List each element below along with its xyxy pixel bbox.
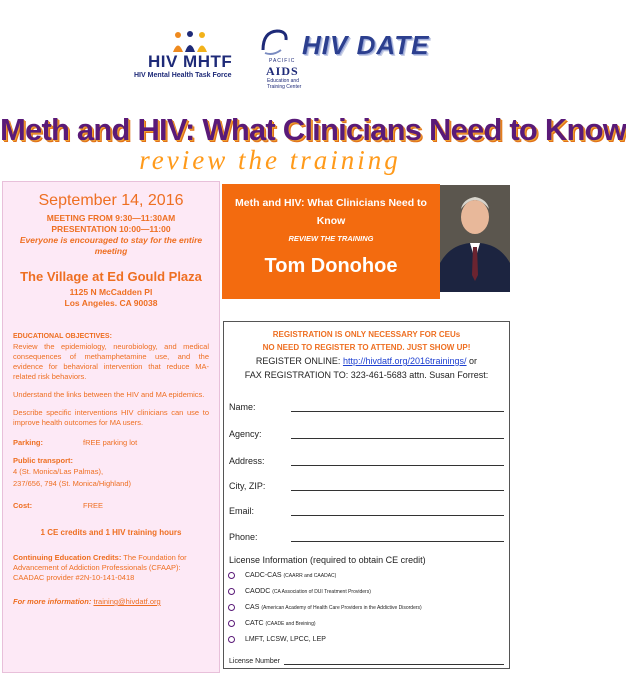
venue-name: The Village at Ed Gould Plaza xyxy=(20,269,202,284)
speaker-name: Tom Donohoe xyxy=(264,255,398,277)
city-zip-field[interactable] xyxy=(229,481,504,491)
license-desc: (CAARR and CAADAC) xyxy=(283,572,337,579)
field-label: Phone: xyxy=(229,532,258,542)
register-online-suffix: or xyxy=(466,356,478,366)
radio-button[interactable] xyxy=(228,572,235,579)
objective-item: Review the epidemiology, neurobiology, and medical consequences of methamphetamine use, and the evidence for behavioral intervention that reduce MA-related risk behaviors. xyxy=(13,342,209,381)
venue-address-2: Los Angeles. CA 90038 xyxy=(64,298,158,308)
speaker-portrait-icon xyxy=(440,185,510,292)
event-date: September 14, 2016 xyxy=(38,192,184,209)
field-label: City, ZIP: xyxy=(229,481,266,491)
aids-logo-pacific: PACIFIC xyxy=(269,58,296,64)
parking-row xyxy=(13,438,209,447)
cost-row xyxy=(13,501,209,510)
register-online-link[interactable]: http://hivdatf.org/2016trainings/ xyxy=(342,356,467,366)
phone-field[interactable] xyxy=(229,532,504,542)
name-field[interactable] xyxy=(229,402,504,412)
name-input-line[interactable] xyxy=(291,402,504,412)
speaker-subtitle: REVIEW THE TRAINING xyxy=(288,234,374,243)
ce-credits-text: The Foundation for Advancement of Addiction Professionals (CFAAP): CAADAC provider #2N-10-141-0418 xyxy=(13,553,187,582)
speaker-banner xyxy=(222,184,440,299)
license-code: CATC xyxy=(245,620,264,627)
sub-title: review the training xyxy=(139,145,401,175)
mhtf-logo-subtitle: HIV Mental Health Task Force xyxy=(134,72,232,79)
license-code: CAS xyxy=(245,604,260,611)
license-option-lmft[interactable] xyxy=(228,636,326,643)
ce-credits-info xyxy=(13,553,209,583)
objective-item: Understand the links between the HIV and MA epidemics. xyxy=(13,390,205,399)
fax-registration-line: FAX REGISTRATION TO: 323-461-5683 attn. Susan Forrest: xyxy=(244,370,489,380)
license-code: CADC-CAS xyxy=(245,572,282,579)
venue-address-1: 1125 N McCadden Pl xyxy=(69,287,153,297)
field-label: Address: xyxy=(229,456,265,466)
meeting-time: MEETING FROM 9:30—11:30AM xyxy=(46,213,176,223)
field-label: Agency: xyxy=(229,429,262,439)
register-online-prefix: REGISTER ONLINE: xyxy=(255,356,343,366)
license-option-cadc[interactable] xyxy=(228,572,336,579)
address-input-line[interactable] xyxy=(291,456,504,466)
email-field[interactable] xyxy=(229,506,504,516)
license-desc: (CAADE and Breining) xyxy=(265,620,316,627)
agency-input-line[interactable] xyxy=(291,429,504,439)
transport-line: 237/656, 794 (St. Monica/Highland) xyxy=(13,479,131,488)
license-desc: (CA Association of DUI Treatment Providers) xyxy=(272,588,371,595)
speaker-title: Meth and HIV: What Clinicians Need to Know xyxy=(235,197,427,227)
aids-logo-word: AIDS xyxy=(266,64,299,78)
license-code: LMFT, LCSW, LPCC, LEP xyxy=(245,636,326,643)
license-number-input-line[interactable] xyxy=(284,657,504,665)
contact-email-link[interactable]: training@hivdatf.org xyxy=(93,597,161,606)
license-desc: (American Academy of Health Care Providers in the Addictive Disorders) xyxy=(261,604,422,611)
mhtf-logo-name: HIV MHTF xyxy=(148,52,233,71)
hiv-mhtf-logo xyxy=(130,30,250,82)
hiv-date-logo: HIV DATE xyxy=(302,30,430,60)
city-zip-input-line[interactable] xyxy=(291,481,504,491)
registration-warning-1: REGISTRATION IS ONLY NECESSARY FOR CEUs xyxy=(272,330,461,339)
cost-value: FREE xyxy=(83,501,104,510)
presentation-time: PRESENTATION 10:00—11:00 xyxy=(51,224,171,234)
agency-field[interactable] xyxy=(229,429,504,439)
objective-item: Describe specific interventions HIV clinicians can use to improve health outcomes for MA users. xyxy=(13,408,209,427)
license-number-field[interactable] xyxy=(229,657,504,665)
main-title: Meth and HIV: What Clinicians Need to Know xyxy=(0,112,626,147)
phone-input-line[interactable] xyxy=(291,532,504,542)
stay-note: Everyone is encouraged to stay for the entire meeting xyxy=(19,235,203,256)
radio-button[interactable] xyxy=(228,636,235,643)
register-online-line xyxy=(230,354,503,368)
transport-label: Public transport: xyxy=(13,456,74,465)
license-option-catc[interactable] xyxy=(228,620,316,627)
parking-value: fREE parking lot xyxy=(83,438,138,447)
address-field[interactable] xyxy=(229,456,504,466)
aids-ring-icon xyxy=(259,28,289,58)
more-info-label: For more information: xyxy=(13,597,92,606)
license-heading: License Information (required to obtain CE credit) xyxy=(229,555,426,565)
pacific-aids-logo xyxy=(253,28,303,90)
ce-credits-label: Continuing Education Credits: xyxy=(13,553,122,562)
event-info-panel xyxy=(2,181,220,673)
field-label: Email: xyxy=(229,506,255,516)
aids-logo-subtitle: Education and Training Center xyxy=(267,78,302,90)
registration-form xyxy=(223,321,510,669)
license-option-cas[interactable] xyxy=(228,604,422,611)
license-option-caodc[interactable] xyxy=(228,588,371,595)
cost-label: Cost: xyxy=(13,501,33,510)
credits-line: 1 CE credits and 1 HIV training hours xyxy=(40,528,182,537)
email-input-line[interactable] xyxy=(291,506,504,516)
radio-button[interactable] xyxy=(228,588,235,595)
license-number-label: License Number xyxy=(229,658,280,665)
objectives-heading: EDUCATIONAL OBJECTIVES: xyxy=(13,333,112,340)
registration-warning-2: NO NEED TO REGISTER TO ATTEND. JUST SHOW UP! xyxy=(262,343,471,352)
license-code: CAODC xyxy=(245,588,271,595)
radio-button[interactable] xyxy=(228,620,235,627)
field-label: Name: xyxy=(229,402,256,412)
people-figures-icon xyxy=(170,30,210,54)
parking-label: Parking: xyxy=(13,438,44,447)
transport-line: 4 (St. Monica/Las Palmas), xyxy=(13,467,104,476)
radio-button[interactable] xyxy=(228,604,235,611)
speaker-photo xyxy=(440,185,510,292)
more-info xyxy=(13,597,209,606)
